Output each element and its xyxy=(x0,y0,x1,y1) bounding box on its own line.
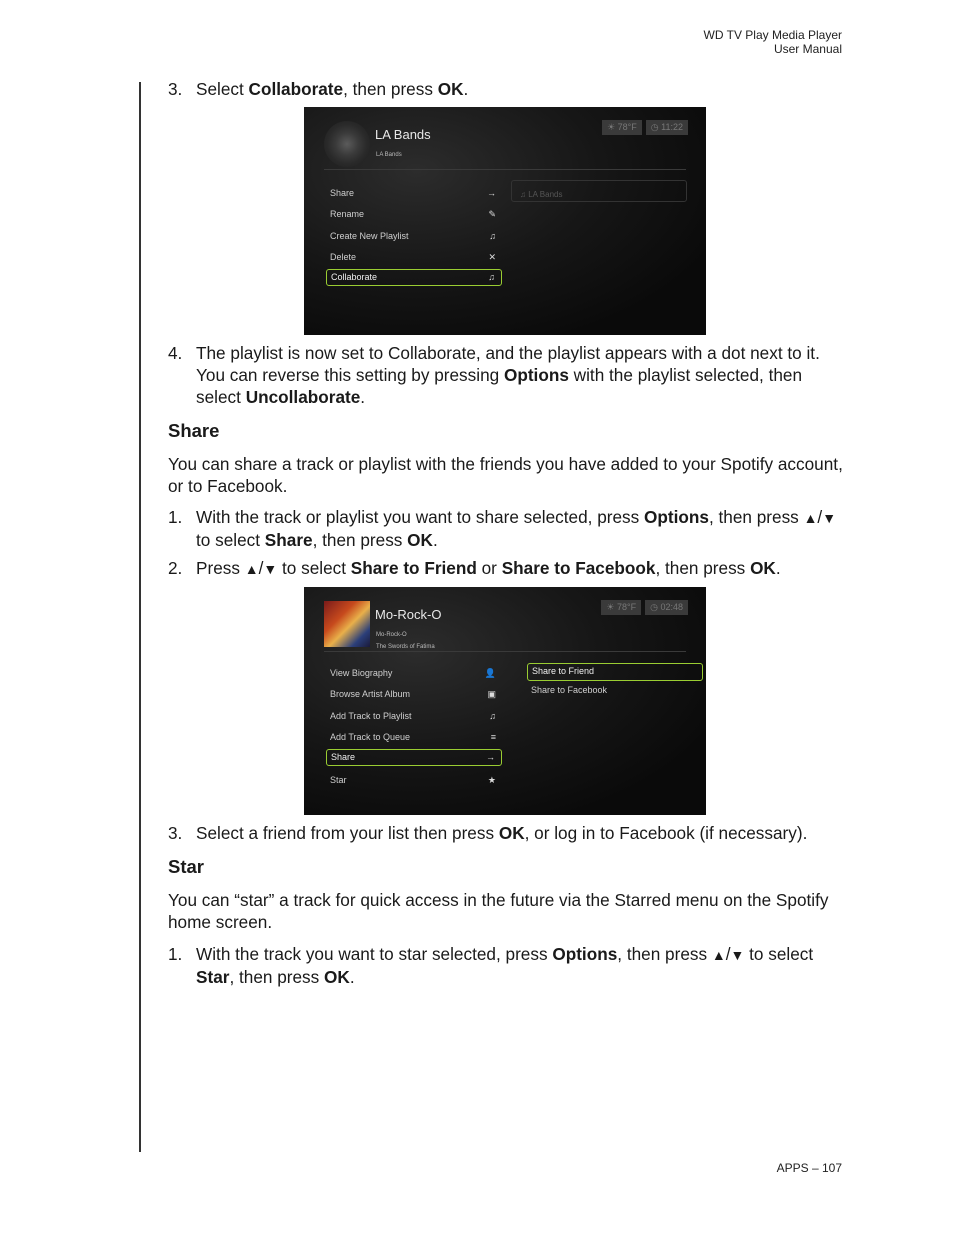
page-content xyxy=(168,78,843,988)
text: to select xyxy=(196,530,265,550)
arrow-right-icon: → xyxy=(487,188,496,198)
menu-item-add-track-to-playlist[interactable] xyxy=(326,708,502,725)
clock-time: 02:48 xyxy=(660,602,683,612)
collab-step-3 xyxy=(168,78,843,100)
header-title: WD TV Play Media Player xyxy=(703,28,842,42)
music-note-icon: ♫ xyxy=(489,231,496,241)
text: . xyxy=(463,79,469,99)
menu-item-delete[interactable] xyxy=(326,249,502,266)
clock-indicator: ◷ 11:22 xyxy=(646,120,688,135)
bold-text: OK xyxy=(407,530,433,550)
screen-title: Mo-Rock-O xyxy=(375,607,442,622)
clock-indicator: ◷ 02:48 xyxy=(645,600,688,615)
down-arrow-icon: ▼ xyxy=(263,561,278,577)
bold-text: Collaborate xyxy=(248,79,344,99)
menu-label: Collaborate xyxy=(331,272,378,282)
divider xyxy=(324,651,686,652)
music-note-icon: ♫ xyxy=(489,711,496,721)
step-number: 4. xyxy=(168,343,183,363)
close-icon: ✕ xyxy=(488,252,496,262)
share-intro: You can share a track or playlist with the friends you have added to your Spotify account, or to Facebook. xyxy=(168,454,843,496)
page-header xyxy=(704,28,843,56)
menu-item-star[interactable] xyxy=(326,772,502,789)
person-icon: 👤 xyxy=(484,668,496,678)
screen-subtitle-album: The Swords of Fatima xyxy=(376,644,435,650)
bold-text: Share to Facebook xyxy=(501,558,656,578)
menu-item-collaborate[interactable] xyxy=(326,269,502,286)
playlist-art-icon xyxy=(324,121,370,167)
bold-text: Share to Friend xyxy=(350,558,477,578)
menu-label: Add Track to Playlist xyxy=(330,711,412,721)
side-panel xyxy=(511,180,687,202)
text: . xyxy=(775,558,781,578)
star-icon: ★ xyxy=(487,775,496,785)
clock-time: 11:22 xyxy=(661,122,683,132)
menu-label: Browse Artist Album xyxy=(330,689,411,699)
star-step-1 xyxy=(168,943,843,988)
screenshot-collaborate xyxy=(304,107,706,335)
up-arrow-icon: ▲ xyxy=(803,510,818,526)
submenu-label: Share to Friend xyxy=(532,666,595,676)
menu-label: Delete xyxy=(330,252,357,262)
album-cover-icon xyxy=(324,601,370,647)
slash: / xyxy=(817,507,823,527)
page-footer xyxy=(777,1161,842,1175)
temperature: 78°F xyxy=(617,602,637,612)
submenu-share-to-friend[interactable] xyxy=(527,663,703,681)
pencil-icon: ✎ xyxy=(488,209,496,219)
text: , then press xyxy=(617,944,712,964)
text: . xyxy=(349,967,355,987)
page-number: 107 xyxy=(821,1161,842,1175)
step-number: 1. xyxy=(168,507,183,527)
menu-item-share[interactable] xyxy=(326,185,502,202)
footer-separator: – xyxy=(808,1161,822,1175)
screen-subtitle: Mo-Rock-O xyxy=(376,632,407,638)
menu-label: Share xyxy=(330,188,355,198)
text: . xyxy=(360,387,366,407)
side-panel-label: LA Bands xyxy=(528,190,563,199)
music-note-icon: ♫ xyxy=(520,190,526,199)
bold-text: Options xyxy=(644,507,709,527)
text: Select xyxy=(196,79,249,99)
bold-text: Options xyxy=(503,365,569,385)
down-arrow-icon: ▼ xyxy=(730,947,745,963)
arrow-right-icon: → xyxy=(486,752,495,762)
menu-item-view-biography[interactable] xyxy=(326,665,502,682)
step-number: 3. xyxy=(168,79,183,99)
queue-icon: ≡ xyxy=(490,732,496,742)
text: to select xyxy=(277,558,351,578)
menu-label: Rename xyxy=(330,209,365,219)
screen-subtitle: LA Bands xyxy=(376,152,402,158)
text: or xyxy=(476,558,502,578)
menu-item-share[interactable] xyxy=(326,749,502,766)
status-bar xyxy=(602,120,688,135)
submenu-label: Share to Facebook xyxy=(531,685,608,695)
text: to select xyxy=(744,944,814,964)
slash: / xyxy=(725,944,731,964)
submenu-share-to-facebook[interactable] xyxy=(527,683,703,701)
bold-text: Options xyxy=(552,944,618,964)
menu-label: View Biography xyxy=(330,668,393,678)
menu-item-rename[interactable] xyxy=(326,206,502,223)
text: , then press xyxy=(708,507,804,527)
menu-item-browse-artist-album[interactable] xyxy=(326,686,502,703)
text: With the track or playlist you want to share selected, press xyxy=(196,507,645,527)
step-number: 1. xyxy=(168,944,183,964)
menu-label: Add Track to Queue xyxy=(330,732,411,742)
up-arrow-icon: ▲ xyxy=(711,947,726,963)
text: , then press xyxy=(343,79,438,99)
bold-text: OK xyxy=(498,823,525,843)
step-number: 3. xyxy=(168,823,183,843)
bold-text: Star xyxy=(196,967,230,987)
bold-text: Share xyxy=(264,530,313,550)
text: . xyxy=(432,530,438,550)
text: with the playlist selected, then select xyxy=(196,365,803,407)
album-icon: ▣ xyxy=(487,689,496,699)
bold-text: OK xyxy=(437,79,464,99)
step-number: 2. xyxy=(168,558,183,578)
footer-section: APPS xyxy=(776,1161,809,1175)
text: , then press xyxy=(229,967,325,987)
text: Select a friend from your list then press xyxy=(196,823,499,843)
up-arrow-icon: ▲ xyxy=(244,561,259,577)
menu-item-create-new-playlist[interactable] xyxy=(326,228,502,245)
menu-label: Create New Playlist xyxy=(330,231,409,241)
menu-label: Share xyxy=(331,752,356,762)
collab-step-4 xyxy=(168,342,843,408)
text: , then press xyxy=(655,558,751,578)
bold-text: OK xyxy=(750,558,776,578)
slash: / xyxy=(258,558,264,578)
status-bar xyxy=(601,600,688,615)
share-step-1 xyxy=(168,506,843,551)
collaborate-icon: ♫ xyxy=(488,272,495,282)
margin-rule xyxy=(139,82,141,1152)
temperature: 78°F xyxy=(617,122,637,132)
star-intro: You can “star” a track for quick access in the future via the Starred menu on the Spotify home screen. xyxy=(168,890,829,932)
share-heading: Share xyxy=(168,420,220,441)
down-arrow-icon: ▼ xyxy=(822,510,837,526)
star-heading: Star xyxy=(168,856,204,877)
text: , or log in to Facebook (if necessary). xyxy=(524,823,808,843)
menu-label: Star xyxy=(330,775,347,785)
text: With the track you want to star selected, press xyxy=(196,944,553,964)
weather-indicator: ☀ 78°F xyxy=(602,120,642,135)
screen-title: LA Bands xyxy=(375,127,431,142)
text: Press xyxy=(196,558,245,578)
text: , then press xyxy=(312,530,408,550)
bold-text: OK xyxy=(324,967,350,987)
share-step-2 xyxy=(168,557,843,580)
header-subtitle: User Manual xyxy=(773,42,842,56)
weather-indicator: ☀ 78°F xyxy=(601,600,641,615)
bold-text: Uncollaborate xyxy=(245,387,361,407)
screenshot-share xyxy=(304,587,706,815)
divider xyxy=(324,169,686,170)
text: The playlist is now set to Collaborate, and the playlist appears with a dot next to it. You can reverse this setting by pressing xyxy=(196,343,820,385)
share-step-3 xyxy=(168,822,843,844)
menu-item-add-track-to-queue[interactable] xyxy=(326,729,502,746)
